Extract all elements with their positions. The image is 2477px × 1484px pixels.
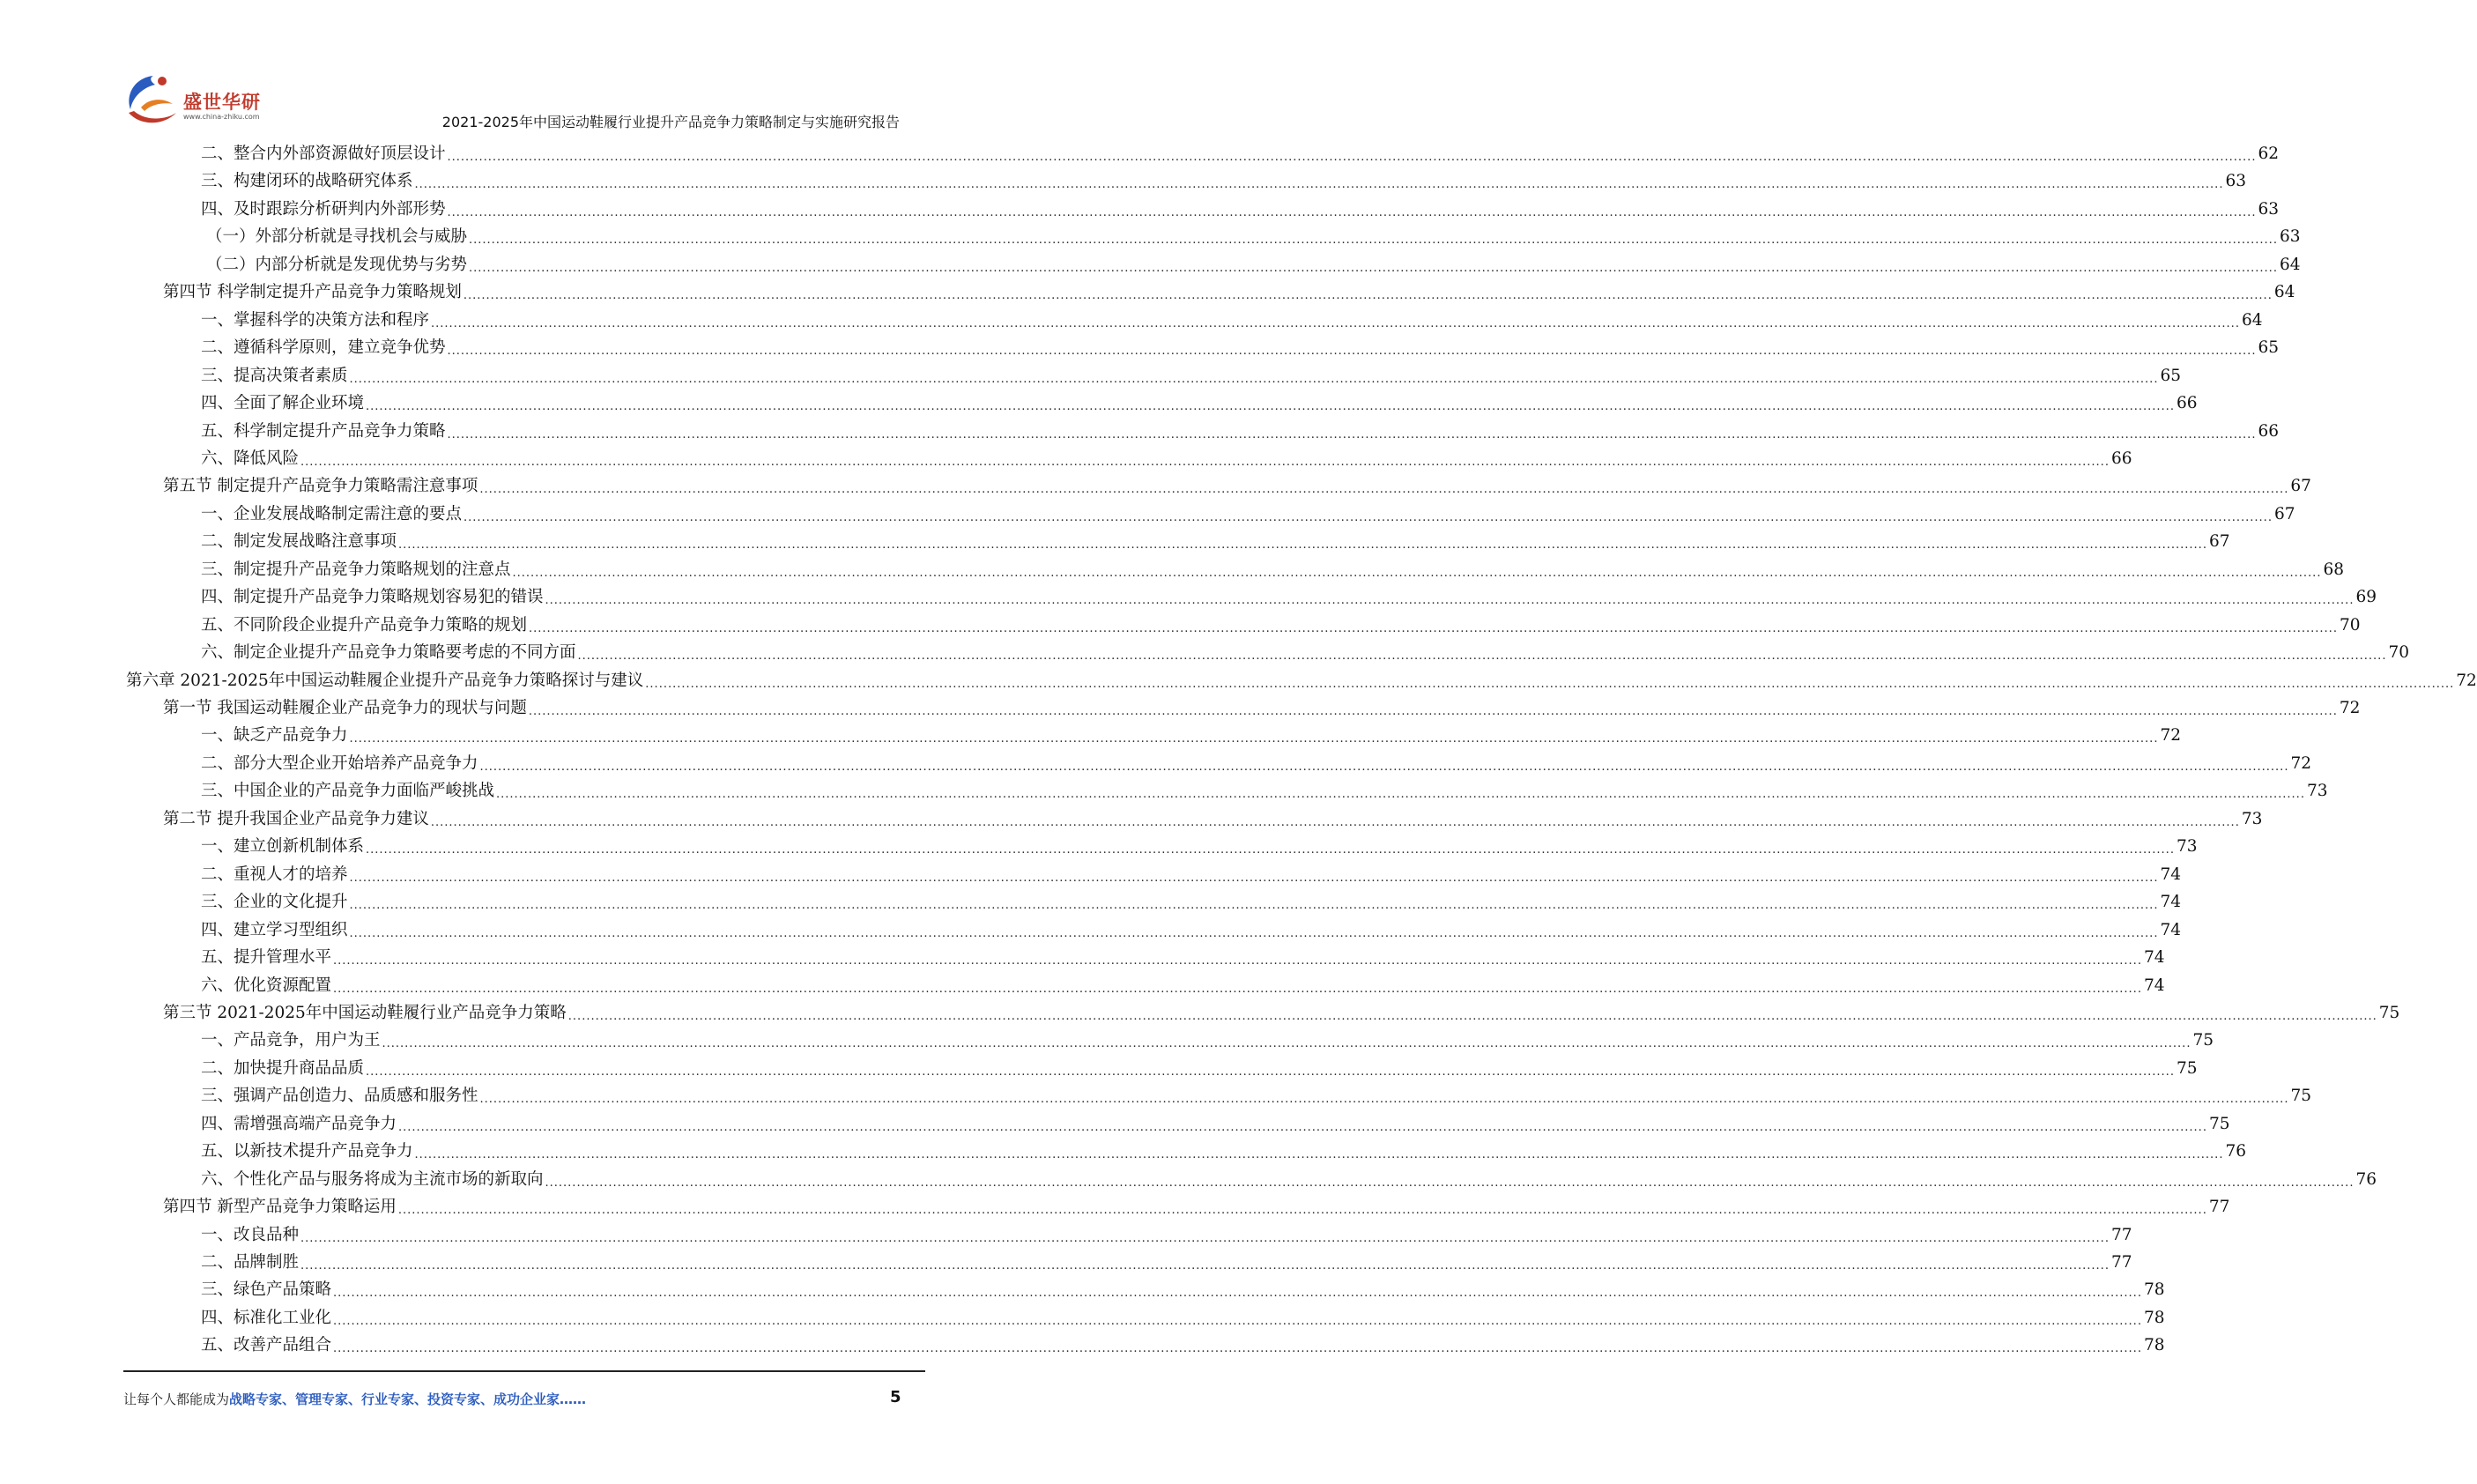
toc-entry[interactable] [201,1277,2165,1303]
toc-leader-dots: ................................................................................................................................................................................................................................................................................................................................................................................................................ [431,316,2240,330]
toc-entry-label: 第三节 2021-2025年中国运动鞋履行业产品竞争力策略 [163,1003,567,1022]
toc-entry-label: 三、构建闭环的战略研究体系 [201,172,413,191]
toc-leader-dots: ................................................................................................................................................................................................................................................................................................................................................................................................................ [447,427,2257,441]
toc-leader-dots: ................................................................................................................................................................................................................................................................................................................................................................................................................ [300,455,2110,469]
toc-leader-dots: ................................................................................................................................................................................................................................................................................................................................................................................................................ [528,705,2338,718]
toc-entry-label: 一、企业发展战略制定需注意的要点 [201,504,463,523]
toc-entry-page: 78 [2143,1308,2165,1327]
toc-entry-page: 74 [2143,948,2165,968]
toc-entry-page: 75 [2290,1087,2311,1106]
toc-entry-page: 62 [2258,145,2279,163]
toc-leader-dots: ................................................................................................................................................................................................................................................................................................................................................................................................................ [479,483,2289,497]
toc-entry-page: 72 [2160,726,2181,746]
page-number: 5 [890,1388,901,1406]
toc-leader-dots: ................................................................................................................................................................................................................................................................................................................................................................................................................ [349,926,2159,940]
toc-leader-dots: ................................................................................................................................................................................................................................................................................................................................................................................................................ [333,1287,2142,1301]
toc-leader-dots: ................................................................................................................................................................................................................................................................................................................................................................................................................ [577,649,2387,664]
toc-entry-page: 72 [2456,671,2477,690]
footer-divider [123,1370,925,1372]
toc-leader-dots: ................................................................................................................................................................................................................................................................................................................................................................................................................ [447,345,2257,359]
toc-entry[interactable] [201,446,2132,472]
toc-entry-page: 63 [2225,172,2246,191]
toc-entry-page: 74 [2143,976,2165,995]
toc-entry-label: 二、加快提升商品品质 [201,1058,365,1078]
toc-leader-dots: ................................................................................................................................................................................................................................................................................................................................................................................................................ [447,151,2257,164]
toc-entry[interactable] [201,640,2409,666]
toc-entry[interactable] [201,723,2181,749]
toc-entry[interactable] [201,751,2311,777]
toc-entry-page: 77 [2110,1225,2132,1244]
toc-entry[interactable] [201,1305,2165,1332]
toc-entry[interactable] [163,473,2311,500]
toc-entry-label: 二、部分大型企业开始培养产品竞争力 [201,753,478,773]
toc-leader-dots: ................................................................................................................................................................................................................................................................................................................................................................................................................ [333,1342,2142,1356]
toc-entry[interactable] [201,1028,2214,1054]
toc-leader-dots: ................................................................................................................................................................................................................................................................................................................................................................................................................ [333,954,2142,968]
toc-entry[interactable] [201,1139,2246,1165]
toc-leader-dots: ................................................................................................................................................................................................................................................................................................................................................................................................................ [349,372,2159,386]
footer-slogan-prefix: 让每个人都能成为 [123,1391,230,1407]
toc-entry[interactable] [201,945,2165,971]
toc-leader-dots: ................................................................................................................................................................................................................................................................................................................................................................................................................ [479,760,2289,774]
toc-entry-label: 第一节 我国运动鞋履企业产品竞争力的现状与问题 [163,699,527,717]
toc-entry-label: 三、制定提升产品竞争力策略规划的注意点 [201,560,511,579]
toc-entry-page: 77 [2110,1253,2132,1272]
toc-entry-page: 67 [2290,477,2311,496]
toc-entry-page: 63 [2279,227,2301,247]
toc-entry-page: 65 [2160,366,2181,385]
toc-leader-dots: ................................................................................................................................................................................................................................................................................................................................................................................................................ [382,1037,2191,1051]
toc-entry-label: 五、不同阶段企业提升产品竞争力策略的规划 [201,615,528,634]
toc-entry[interactable] [201,1083,2311,1109]
toc-entry-label: 五、提升管理水平 [201,948,332,968]
toc-entry-label: 一、掌握科学的决策方法和程序 [201,310,430,330]
company-logo [123,72,282,129]
toc-leader-dots: ................................................................................................................................................................................................................................................................................................................................................................................................................ [479,1093,2289,1107]
toc-entry-page: 64 [2241,310,2263,330]
toc-leader-dots: ................................................................................................................................................................................................................................................................................................................................................................................................................ [447,205,2257,219]
toc-entry[interactable] [201,1167,2377,1193]
toc-entry-label: 一、产品竞争，用户为王 [201,1031,381,1050]
toc-leader-dots: ................................................................................................................................................................................................................................................................................................................................................................................................................ [366,400,2175,414]
toc-entry[interactable] [201,363,2181,390]
toc-entry-page: 64 [2279,255,2301,274]
toc-leader-dots: ................................................................................................................................................................................................................................................................................................................................................................................................................ [414,178,2224,192]
toc-entry-label: 一、缺乏产品竞争力 [201,726,348,746]
toc-entry-page: 73 [2241,809,2263,828]
toc-entry[interactable] [201,419,2279,445]
toc-entry-page: 76 [2225,1142,2246,1161]
toc-leader-dots: ................................................................................................................................................................................................................................................................................................................................................................................................................ [430,815,2240,829]
toc-entry[interactable] [201,778,2328,805]
toc-entry-page: 75 [2176,1058,2198,1078]
toc-entry-label: 四、标准化工业化 [201,1308,332,1327]
toc-entry-page: 72 [2339,699,2361,717]
toc-leader-dots: ................................................................................................................................................................................................................................................................................................................................................................................................................ [463,289,2273,303]
toc-entry-label: 六、制定企业提升产品竞争力策略要考虑的不同方面 [201,643,576,663]
toc-entry-label: 三、企业的文化提升 [201,893,348,912]
logo-emblem-icon [123,72,182,129]
toc-leader-dots: ................................................................................................................................................................................................................................................................................................................................................................................................................ [333,982,2142,996]
toc-leader-dots: ................................................................................................................................................................................................................................................................................................................................................................................................................ [366,843,2175,857]
toc-entry-label: 第五节 制定提升产品竞争力策略需注意事项 [163,477,478,496]
toc-entry-page: 70 [2339,615,2361,634]
toc-entry[interactable] [201,308,2263,334]
toc-leader-dots: ................................................................................................................................................................................................................................................................................................................................................................................................................ [529,621,2338,635]
toc-entry-label: 第六章 2021-2025年中国运动鞋履企业提升产品竞争力策略探讨与建议 [126,671,644,690]
toc-entry-label: 二、品牌制胜 [201,1253,300,1272]
toc-leader-dots: ................................................................................................................................................................................................................................................................................................................................................................................................................ [349,899,2159,913]
toc-entry-page: 63 [2258,199,2279,219]
footer-slogan-highlight: 战略专家、管理专家、行业专家、投资专家、成功企业家…… [229,1391,587,1407]
toc-entry-label: 六、优化资源配置 [201,976,332,995]
toc-entry-page: 73 [2176,837,2198,857]
toc-leader-dots: ................................................................................................................................................................................................................................................................................................................................................................................................................ [398,1120,2207,1134]
toc-entry-page: 66 [2110,449,2132,468]
toc-entry-page: 66 [2176,394,2198,413]
toc-entry[interactable] [163,806,2263,833]
toc-entry[interactable] [206,224,2301,250]
toc-entry-page: 68 [2323,560,2344,579]
toc-entry[interactable] [201,390,2198,417]
toc-entry-page: 74 [2160,893,2181,912]
toc-entry-page: 66 [2258,421,2279,441]
toc-entry-page: 67 [2273,504,2295,523]
toc-entry-label: 第四节 科学制定提升产品竞争力策略规划 [163,283,462,302]
toc-entry-label: 三、绿色产品策略 [201,1280,332,1300]
toc-entry-label: 二、制定发展战略注意事项 [201,532,397,552]
toc-leader-dots: ................................................................................................................................................................................................................................................................................................................................................................................................................ [300,1259,2110,1273]
toc-entry-page: 69 [2355,588,2377,607]
toc-entry[interactable] [201,584,2377,611]
toc-entry-label: 六、个性化产品与服务将成为主流市场的新取向 [201,1169,544,1189]
toc-entry-page: 75 [2378,1003,2400,1022]
toc-entry[interactable] [163,1000,2400,1027]
toc-entry[interactable] [201,1111,2230,1138]
toc-entry[interactable] [201,889,2181,916]
toc-entry[interactable] [201,557,2344,583]
toc-leader-dots: ................................................................................................................................................................................................................................................................................................................................................................................................................ [545,1176,2355,1190]
toc-entry-page: 73 [2306,782,2328,801]
toc-entry-page: 65 [2258,338,2279,358]
page-header [0,0,1049,141]
toc-entry[interactable] [201,168,2246,195]
toc-entry-page: 75 [2208,1114,2230,1133]
toc-leader-dots: ................................................................................................................................................................................................................................................................................................................................................................................................................ [512,566,2322,580]
toc-leader-dots: ................................................................................................................................................................................................................................................................................................................................................................................................................ [397,1204,2207,1218]
toc-entry-page: 77 [2208,1198,2230,1217]
toc-entry-page: 78 [2143,1336,2165,1355]
toc-entry-label: 二、整合内外部资源做好顶层设计 [201,145,446,163]
toc-entry[interactable] [163,279,2295,306]
toc-entry[interactable] [163,695,2361,722]
toc-leader-dots: ................................................................................................................................................................................................................................................................................................................................................................................................................ [645,677,2455,691]
toc-entry[interactable] [201,141,2279,167]
toc-leader-dots: ................................................................................................................................................................................................................................................................................................................................................................................................................ [464,510,2273,524]
toc-entry[interactable] [163,1194,2230,1221]
toc-entry[interactable] [201,529,2230,555]
toc-entry-label: 二、重视人才的培养 [201,864,348,884]
toc-entry-page: 72 [2290,753,2311,773]
toc-entry-label: 五、以新技术提升产品竞争力 [201,1142,413,1161]
logo-title: 盛世华研 [183,92,261,113]
toc-entry[interactable] [201,1250,2132,1276]
toc-leader-dots: ................................................................................................................................................................................................................................................................................................................................................................................................................ [469,261,2278,275]
toc-entry[interactable] [201,335,2279,361]
toc-leader-dots: ................................................................................................................................................................................................................................................................................................................................................................................................................ [333,1314,2142,1328]
toc-entry-label: 四、制定提升产品竞争力策略规划容易犯的错误 [201,588,544,607]
toc-entry-label: 四、及时跟踪分析研判内外部形势 [201,199,446,219]
toc-entry-page: 67 [2208,532,2230,552]
toc-entry[interactable] [206,252,2301,278]
toc-entry-page: 78 [2143,1280,2165,1300]
toc-leader-dots: ................................................................................................................................................................................................................................................................................................................................................................................................................ [469,234,2278,248]
report-title: 2021-2025年中国运动鞋履行业提升产品竞争力策略制定与实施研究报告 [441,114,900,130]
toc-entry-page: 64 [2273,283,2295,302]
toc-entry[interactable] [126,668,2477,694]
toc-leader-dots: ................................................................................................................................................................................................................................................................................................................................................................................................................ [496,788,2305,802]
toc-leader-dots: ................................................................................................................................................................................................................................................................................................................................................................................................................ [366,1065,2175,1079]
toc-entry-label: 四、建立学习型组织 [201,920,348,939]
toc-entry-label: 四、需增强高端产品竞争力 [201,1114,397,1133]
toc-entry[interactable] [201,834,2198,860]
toc-entry-page: 75 [2192,1031,2214,1050]
toc-entry-page: 70 [2388,643,2409,663]
toc-entry[interactable] [201,1332,2165,1359]
toc-entry[interactable] [201,501,2295,528]
toc-entry[interactable] [201,917,2181,944]
toc-entry-label: （一）外部分析就是寻找机会与威胁 [206,227,468,247]
toc-entry-label: 二、遵循科学原则，建立竞争优势 [201,338,446,358]
toc-leader-dots: ................................................................................................................................................................................................................................................................................................................................................................................................................ [398,538,2207,553]
footer-slogan [123,1390,586,1408]
toc-entry-label: 三、中国企业的产品竞争力面临严峻挑战 [201,782,495,801]
toc-entry[interactable] [201,197,2279,223]
toc-entry-label: 五、改善产品组合 [201,1336,332,1355]
toc-leader-dots: ................................................................................................................................................................................................................................................................................................................................................................................................................ [545,594,2355,608]
toc-entry-page: 74 [2160,920,2181,939]
toc-leader-dots: ................................................................................................................................................................................................................................................................................................................................................................................................................ [349,732,2159,746]
toc-entry-label: 四、全面了解企业环境 [201,394,365,413]
toc-entry-page: 74 [2160,864,2181,884]
toc-entry-label: （二）内部分析就是发现优势与劣势 [206,255,468,274]
toc-leader-dots: ................................................................................................................................................................................................................................................................................................................................................................................................................ [349,871,2159,885]
toc-entry[interactable] [201,973,2165,999]
toc-entry[interactable] [201,612,2361,639]
toc-entry[interactable] [201,1222,2132,1249]
toc-entry-label: 三、强调产品创造力、品质感和服务性 [201,1087,478,1106]
toc-entry-label: 第二节 提升我国企业产品竞争力建议 [163,809,429,828]
logo-url: www.china-zhiku.com [183,113,260,121]
toc-entry-page: 76 [2355,1169,2377,1189]
toc-entry-label: 六、降低风险 [201,449,300,468]
toc-entry-label: 第四节 新型产品竞争力策略运用 [163,1198,397,1217]
toc-entry-label: 五、科学制定提升产品竞争力策略 [201,421,446,441]
toc-entry[interactable] [201,1056,2198,1082]
toc-entry-label: 一、建立创新机制体系 [201,837,365,857]
toc-entry[interactable] [201,862,2181,888]
toc-entry-label: 一、改良品种 [201,1225,300,1244]
toc-leader-dots: ................................................................................................................................................................................................................................................................................................................................................................................................................ [414,1148,2224,1162]
toc-leader-dots: ................................................................................................................................................................................................................................................................................................................................................................................................................ [300,1231,2110,1245]
toc-leader-dots: ................................................................................................................................................................................................................................................................................................................................................................................................................ [567,1009,2377,1023]
toc-entry-label: 三、提高决策者素质 [201,366,348,385]
